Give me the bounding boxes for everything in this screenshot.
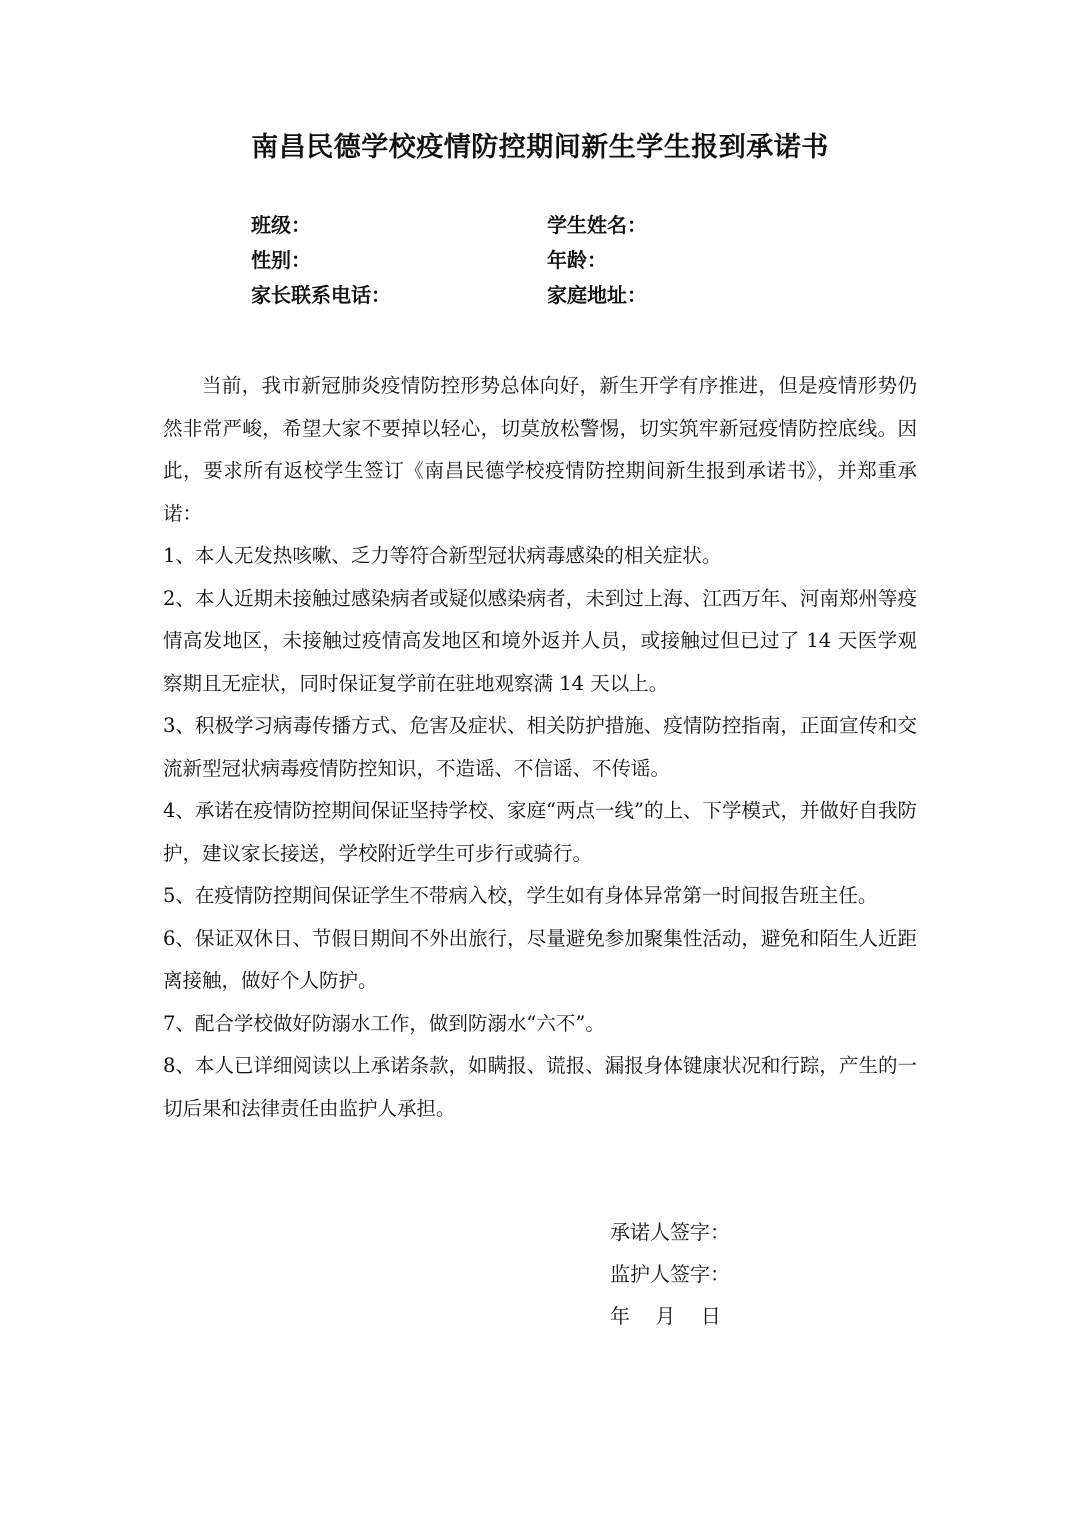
class-label: 班级：	[251, 213, 311, 237]
promise-item-3: 3、积极学习病毒传播方式、危害及症状、相关防护措施、疫情防控指南，正面宣传和交流新型冠状病毒疫情防控知识，不造谣、不信谣、不传谣。	[163, 714, 917, 780]
promisor-signature-label: 承诺人签字：	[610, 1220, 730, 1244]
address-label: 家庭地址：	[547, 283, 647, 307]
field-row-phone-address	[251, 278, 811, 313]
gender-label: 性别：	[251, 248, 311, 272]
intro-paragraph: 当前，我市新冠肺炎疫情防控形势总体向好，新生开学有序推进，但是疫情形势仍然非常严峻，希望大家不要掉以轻心，切莫放松警惕，切实筑牢新冠疫情防控底线。因此，要求所有返校学生签订《南昌民德学校疫情防控期间新生报到承诺书》，并郑重承诺：	[163, 374, 917, 525]
date-label: 年 月 日	[610, 1304, 721, 1328]
field-row-gender-age	[251, 243, 811, 278]
promise-item-5: 5、在疫情防控期间保证学生不带病入校，学生如有身体异常第一时间报告班主任。	[163, 884, 878, 907]
promise-item-8: 8、本人已详细阅读以上承诺条款，如瞒报、谎报、漏报身体键康状况和行踪，产生的一切后果和法律责任由监护人承担。	[163, 1054, 917, 1120]
student-name-label: 学生姓名：	[547, 213, 647, 237]
student-info-fields	[251, 208, 811, 313]
promise-item-2: 2、本人近期未接触过感染病者或疑似感染病者，未到过上海、江西万年、河南郑州等疫情高发地区，未接触过疫情高发地区和境外返并人员，或接触过但已过了 14 天医学观察期且无症状，同时保证复学前在驻地观察满 14 天以上。	[163, 586, 917, 695]
age-label: 年龄：	[547, 248, 607, 272]
field-row-class-name	[251, 208, 811, 243]
signature-block	[610, 1211, 910, 1337]
document-title: 南昌民德学校疫情防控期间新生学生报到承诺书	[251, 132, 829, 163]
guardian-signature-label: 监护人签字：	[610, 1262, 730, 1286]
promise-item-1: 1、本人无发热咳嗽、乏力等符合新型冠状病毒感染的相关症状。	[163, 544, 722, 567]
promise-item-7: 7、配合学校做好防溺水工作，做到防溺水“六不”。	[163, 1011, 605, 1035]
promise-item-6: 6、保证双休日、节假日期间不外出旅行，尽量避免参加聚集性活动，避免和陌生人近距离接触，做好个人防护。	[163, 926, 917, 992]
parent-phone-label: 家长联系电话：	[251, 283, 391, 307]
promise-item-4: 4、承诺在疫情防控期间保证坚持学校、家庭“两点一线”的上、下学模式，并做好自我防护，建议家长接送，学校附近学生可步行或骑行。	[163, 799, 917, 865]
document-body	[163, 365, 917, 1130]
